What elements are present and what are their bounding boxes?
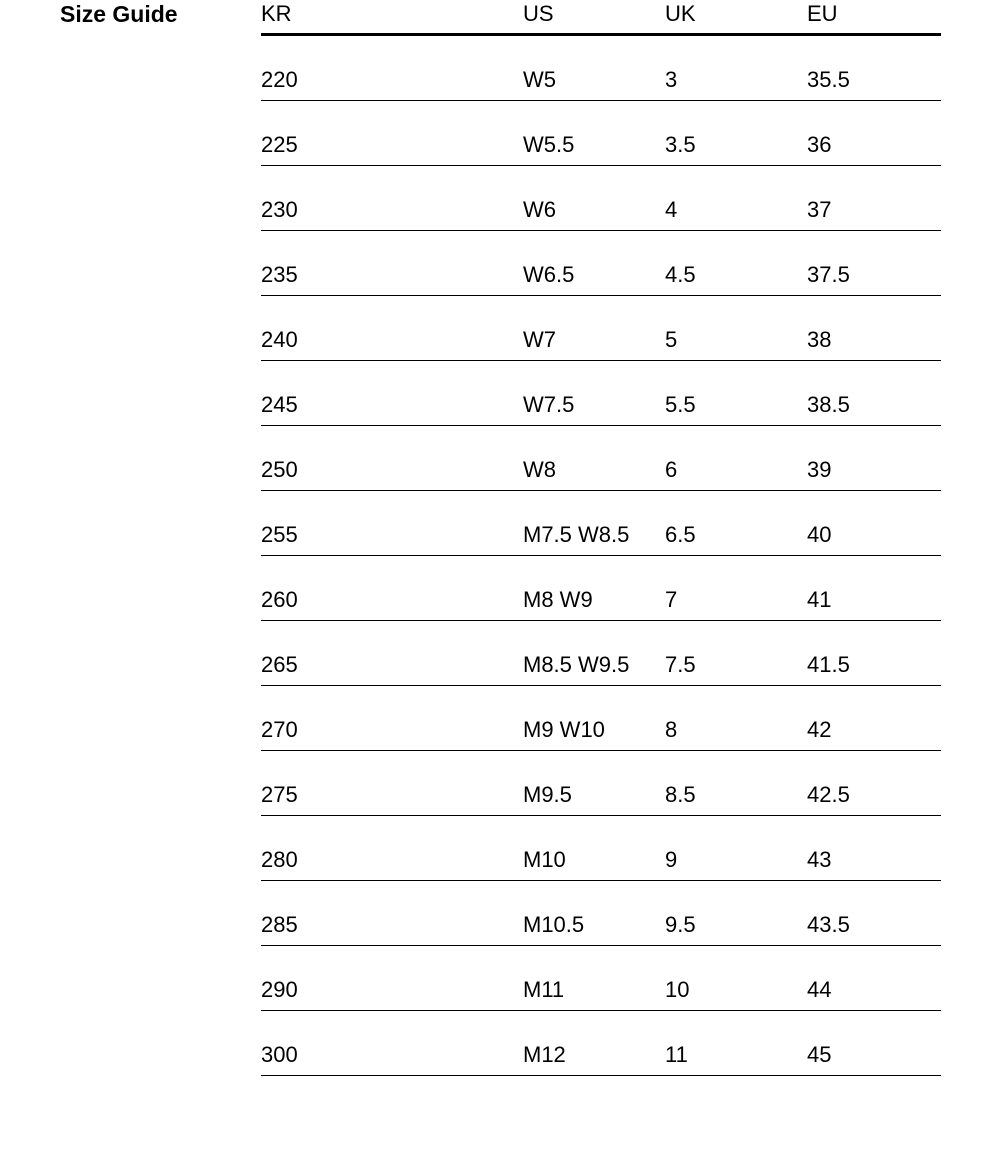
table-cell-uk: 3.5 [665,132,696,157]
table-cell-us: M10.5 [523,912,585,937]
table-cell-kr: 265 [261,652,298,677]
table-cell-kr: 235 [261,262,298,287]
table-cell-us: M12 [523,1042,566,1067]
column-header-eu: EU [807,1,838,26]
table-cell-uk: 6 [665,457,678,482]
table-row [261,166,941,231]
table-cell-uk: 8.5 [665,782,696,807]
table-cell-kr: 260 [261,587,298,612]
table-cell-uk: 7 [665,587,678,612]
table-row [261,881,941,946]
table-row [261,816,941,881]
table-cell-kr: 250 [261,457,298,482]
table-cell-us: M9 W10 [523,717,605,742]
table-cell-eu: 42 [807,717,832,742]
table-cell-eu: 41 [807,587,832,612]
table-cell-us: M10 [523,847,566,872]
page-title: Size Guide [60,1,178,27]
table-cell-kr: 270 [261,717,298,742]
table-row [261,1011,941,1076]
table-cell-eu: 37 [807,197,832,222]
table-cell-us: W8 [523,457,556,482]
table-cell-eu: 38.5 [807,392,850,417]
table-cell-eu: 43 [807,847,832,872]
table-cell-us: M8 W9 [523,587,593,612]
table-row [261,296,941,361]
table-cell-uk: 6.5 [665,522,696,547]
table-row [261,556,941,621]
table-cell-eu: 38 [807,327,832,352]
column-header-kr: KR [261,1,292,26]
table-cell-us: W5.5 [523,132,575,157]
table-header [261,0,941,36]
table-cell-kr: 240 [261,327,298,352]
table-cell-eu: 42.5 [807,782,850,807]
table-cell-kr: 280 [261,847,298,872]
table-cell-uk: 11 [665,1042,688,1067]
table-cell-uk: 5 [665,327,678,352]
table-cell-eu: 43.5 [807,912,850,937]
table-cell-eu: 40 [807,522,832,547]
table-cell-uk: 9.5 [665,912,696,937]
table-cell-us: W6.5 [523,262,575,287]
table-cell-uk: 3 [665,67,678,92]
table-cell-us: W5 [523,67,556,92]
table-cell-eu: 41.5 [807,652,850,677]
table-cell-us: M9.5 [523,782,572,807]
table-cell-eu: 39 [807,457,832,482]
table-row [261,426,941,491]
table-row [261,36,941,101]
table-row [261,946,941,1011]
table-cell-kr: 300 [261,1042,298,1067]
table-cell-us: M8.5 W9.5 [523,652,630,677]
table-cell-us: W7 [523,327,556,352]
table-cell-kr: 255 [261,522,298,547]
table-cell-uk: 5.5 [665,392,696,417]
table-cell-us: M11 [523,977,565,1002]
table-cell-uk: 7.5 [665,652,696,677]
table-cell-uk: 8 [665,717,678,742]
table-row [261,686,941,751]
table-row [261,231,941,296]
table-cell-us: M7.5 W8.5 [523,522,630,547]
table-row [261,751,941,816]
table-cell-kr: 225 [261,132,298,157]
table-cell-eu: 35.5 [807,67,850,92]
table-row [261,361,941,426]
table-cell-kr: 285 [261,912,298,937]
table-cell-kr: 290 [261,977,298,1002]
table-body [261,36,941,1076]
table-row [261,491,941,556]
column-header-uk: UK [665,1,696,26]
table-cell-uk: 9 [665,847,678,872]
table-cell-uk: 4.5 [665,262,696,287]
table-cell-kr: 245 [261,392,298,417]
table-cell-eu: 44 [807,977,832,1002]
table-cell-kr: 230 [261,197,298,222]
table-cell-us: W7.5 [523,392,575,417]
table-row [261,101,941,166]
table-cell-uk: 4 [665,197,678,222]
table-row [261,621,941,686]
size-table [261,0,941,1076]
table-cell-eu: 45 [807,1042,832,1067]
table-cell-us: W6 [523,197,556,222]
table-cell-kr: 220 [261,67,298,92]
table-cell-kr: 275 [261,782,298,807]
table-cell-uk: 10 [665,977,690,1002]
column-header-us: US [523,1,554,26]
table-cell-eu: 36 [807,132,832,157]
table-cell-eu: 37.5 [807,262,850,287]
